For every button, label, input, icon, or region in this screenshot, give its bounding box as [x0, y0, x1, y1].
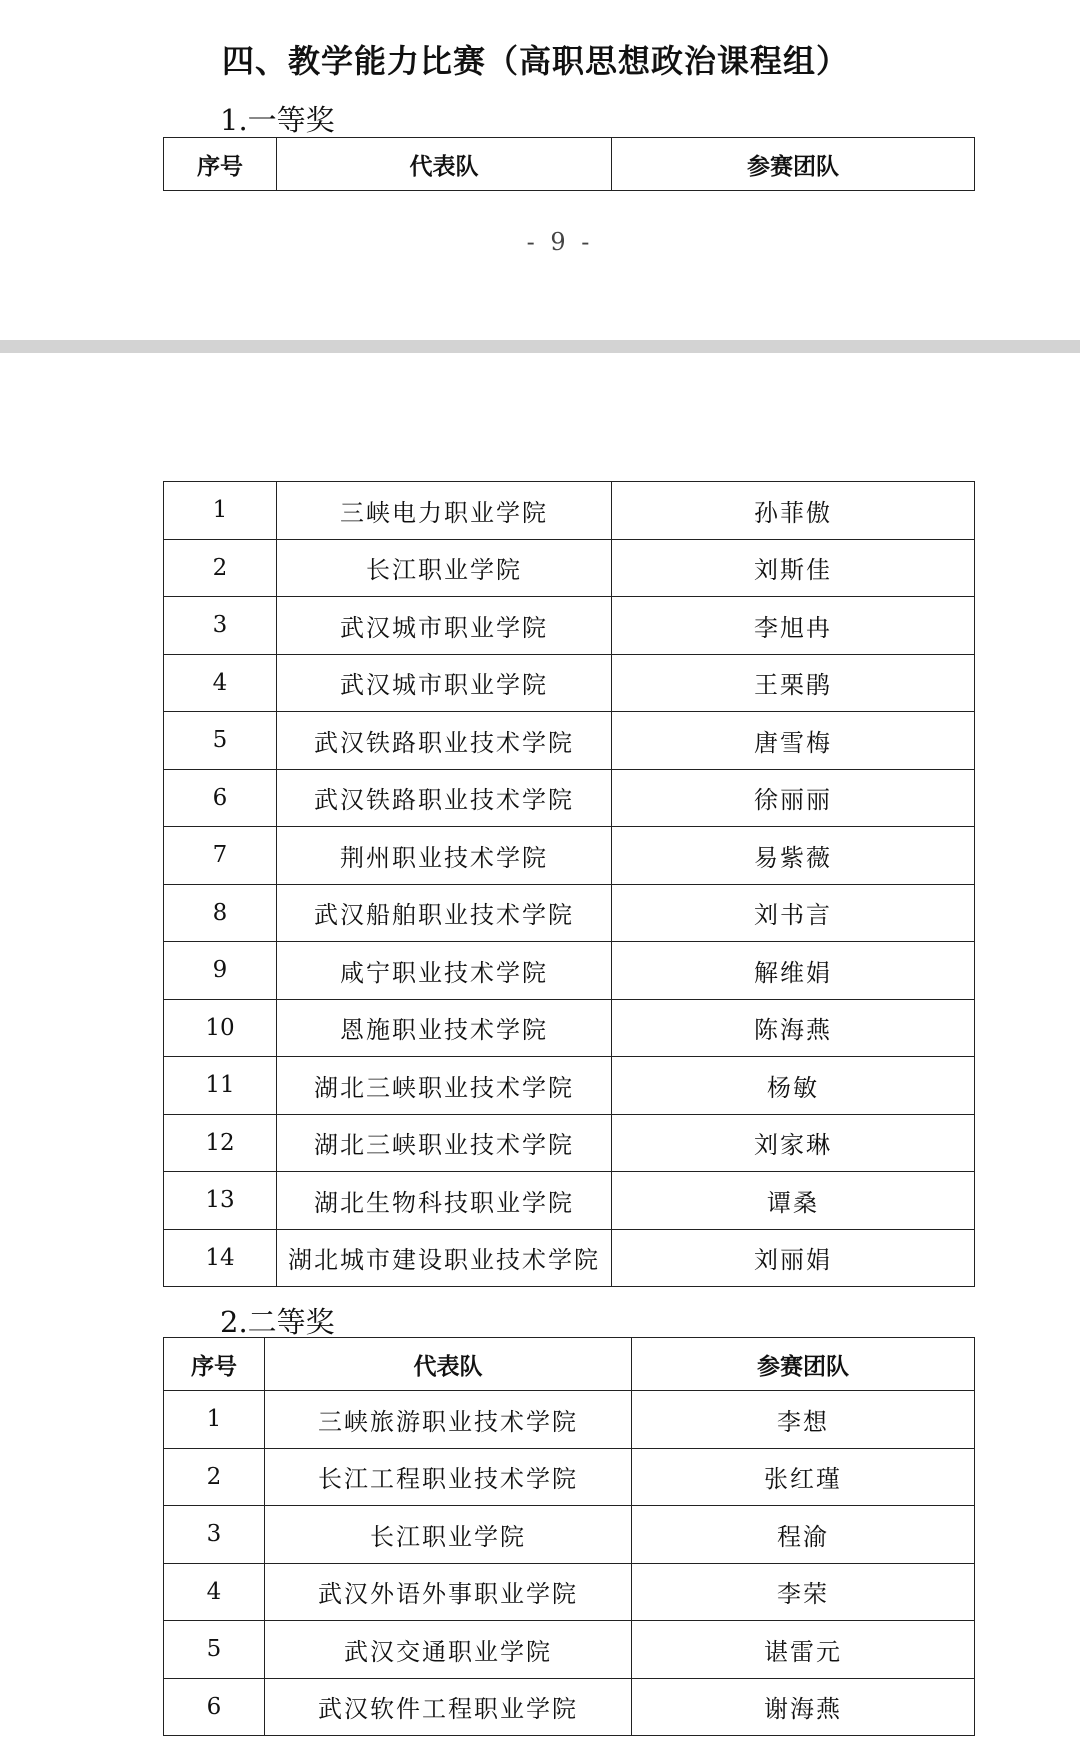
cell-team: 武汉船舶职业技术学院 [277, 884, 612, 942]
first-prize-table [163, 481, 975, 1287]
table-row [164, 999, 975, 1057]
cell-index: 8 [164, 884, 277, 942]
section-title: 四、教学能力比赛（高职思想政治课程组） [222, 42, 850, 80]
cell-team: 武汉城市职业学院 [277, 654, 612, 712]
cell-team: 长江工程职业技术学院 [265, 1448, 632, 1506]
cell-members: 王栗鹃 [612, 654, 975, 712]
cell-members: 谭桑 [612, 1172, 975, 1230]
cell-index: 12 [164, 1114, 277, 1172]
table-row [164, 482, 975, 540]
column-header-members: 参赛团队 [632, 1338, 975, 1391]
cell-members: 孙菲傲 [612, 482, 975, 540]
table-row [164, 942, 975, 1000]
second-prize-heading: 2.二等奖 [220, 1305, 335, 1339]
column-header-team: 代表队 [277, 138, 612, 191]
cell-members: 李想 [632, 1391, 975, 1449]
cell-team: 长江职业学院 [265, 1506, 632, 1564]
first-prize-heading: 1.一等奖 [220, 103, 335, 137]
column-header-members: 参赛团队 [612, 138, 975, 191]
cell-index: 1 [164, 482, 277, 540]
cell-members: 李旭冉 [612, 597, 975, 655]
cell-team: 武汉铁路职业技术学院 [277, 769, 612, 827]
table-row [164, 1114, 975, 1172]
cell-index: 5 [164, 1621, 265, 1679]
cell-members: 刘丽娟 [612, 1229, 975, 1287]
cell-index: 11 [164, 1057, 277, 1115]
cell-members: 程渝 [632, 1506, 975, 1564]
table-row [164, 1057, 975, 1115]
page-number: - 9 - [526, 228, 594, 256]
cell-index: 13 [164, 1172, 277, 1230]
cell-index: 6 [164, 769, 277, 827]
column-header-team: 代表队 [265, 1338, 632, 1391]
cell-team: 恩施职业技术学院 [277, 999, 612, 1057]
table-header-row [164, 138, 975, 191]
cell-team: 湖北生物科技职业学院 [277, 1172, 612, 1230]
page-separator [0, 340, 1080, 353]
cell-members: 谌雷元 [632, 1621, 975, 1679]
table-row [164, 1563, 975, 1621]
cell-index: 2 [164, 1448, 265, 1506]
table-row [164, 1391, 975, 1449]
cell-members: 解维娟 [612, 942, 975, 1000]
cell-team: 荆州职业技术学院 [277, 827, 612, 885]
table-row [164, 769, 975, 827]
table-row [164, 1621, 975, 1679]
table-row [164, 884, 975, 942]
cell-index: 14 [164, 1229, 277, 1287]
cell-index: 4 [164, 1563, 265, 1621]
table-row [164, 1506, 975, 1564]
cell-index: 5 [164, 712, 277, 770]
cell-team: 武汉铁路职业技术学院 [277, 712, 612, 770]
cell-team: 咸宁职业技术学院 [277, 942, 612, 1000]
cell-members: 张红瑾 [632, 1448, 975, 1506]
cell-index: 6 [164, 1678, 265, 1736]
cell-team: 三峡旅游职业技术学院 [265, 1391, 632, 1449]
cell-team: 武汉外语外事职业学院 [265, 1563, 632, 1621]
cell-members: 陈海燕 [612, 999, 975, 1057]
cell-team: 三峡电力职业学院 [277, 482, 612, 540]
table-row [164, 597, 975, 655]
table-row [164, 712, 975, 770]
cell-members: 唐雪梅 [612, 712, 975, 770]
table-row [164, 1229, 975, 1287]
first-prize-table-header [163, 137, 975, 191]
column-header-index: 序号 [164, 138, 277, 191]
second-prize-table [163, 1337, 975, 1736]
cell-team: 湖北城市建设职业技术学院 [277, 1229, 612, 1287]
cell-members: 李荣 [632, 1563, 975, 1621]
cell-team: 湖北三峡职业技术学院 [277, 1114, 612, 1172]
cell-members: 刘书言 [612, 884, 975, 942]
cell-members: 刘斯佳 [612, 539, 975, 597]
cell-members: 徐丽丽 [612, 769, 975, 827]
table-header-row [164, 1338, 975, 1391]
cell-members: 杨敏 [612, 1057, 975, 1115]
cell-index: 1 [164, 1391, 265, 1449]
cell-team: 长江职业学院 [277, 539, 612, 597]
column-header-index: 序号 [164, 1338, 265, 1391]
cell-members: 易紫薇 [612, 827, 975, 885]
table-row [164, 1172, 975, 1230]
table-row [164, 654, 975, 712]
table-row [164, 1448, 975, 1506]
cell-team: 湖北三峡职业技术学院 [277, 1057, 612, 1115]
cell-index: 9 [164, 942, 277, 1000]
cell-index: 10 [164, 999, 277, 1057]
cell-members: 谢海燕 [632, 1678, 975, 1736]
cell-members: 刘家琳 [612, 1114, 975, 1172]
cell-team: 武汉城市职业学院 [277, 597, 612, 655]
cell-index: 2 [164, 539, 277, 597]
cell-index: 3 [164, 1506, 265, 1564]
table-row [164, 827, 975, 885]
cell-index: 4 [164, 654, 277, 712]
table-row [164, 1678, 975, 1736]
cell-index: 3 [164, 597, 277, 655]
cell-team: 武汉软件工程职业学院 [265, 1678, 632, 1736]
table-row [164, 539, 975, 597]
cell-index: 7 [164, 827, 277, 885]
cell-team: 武汉交通职业学院 [265, 1621, 632, 1679]
